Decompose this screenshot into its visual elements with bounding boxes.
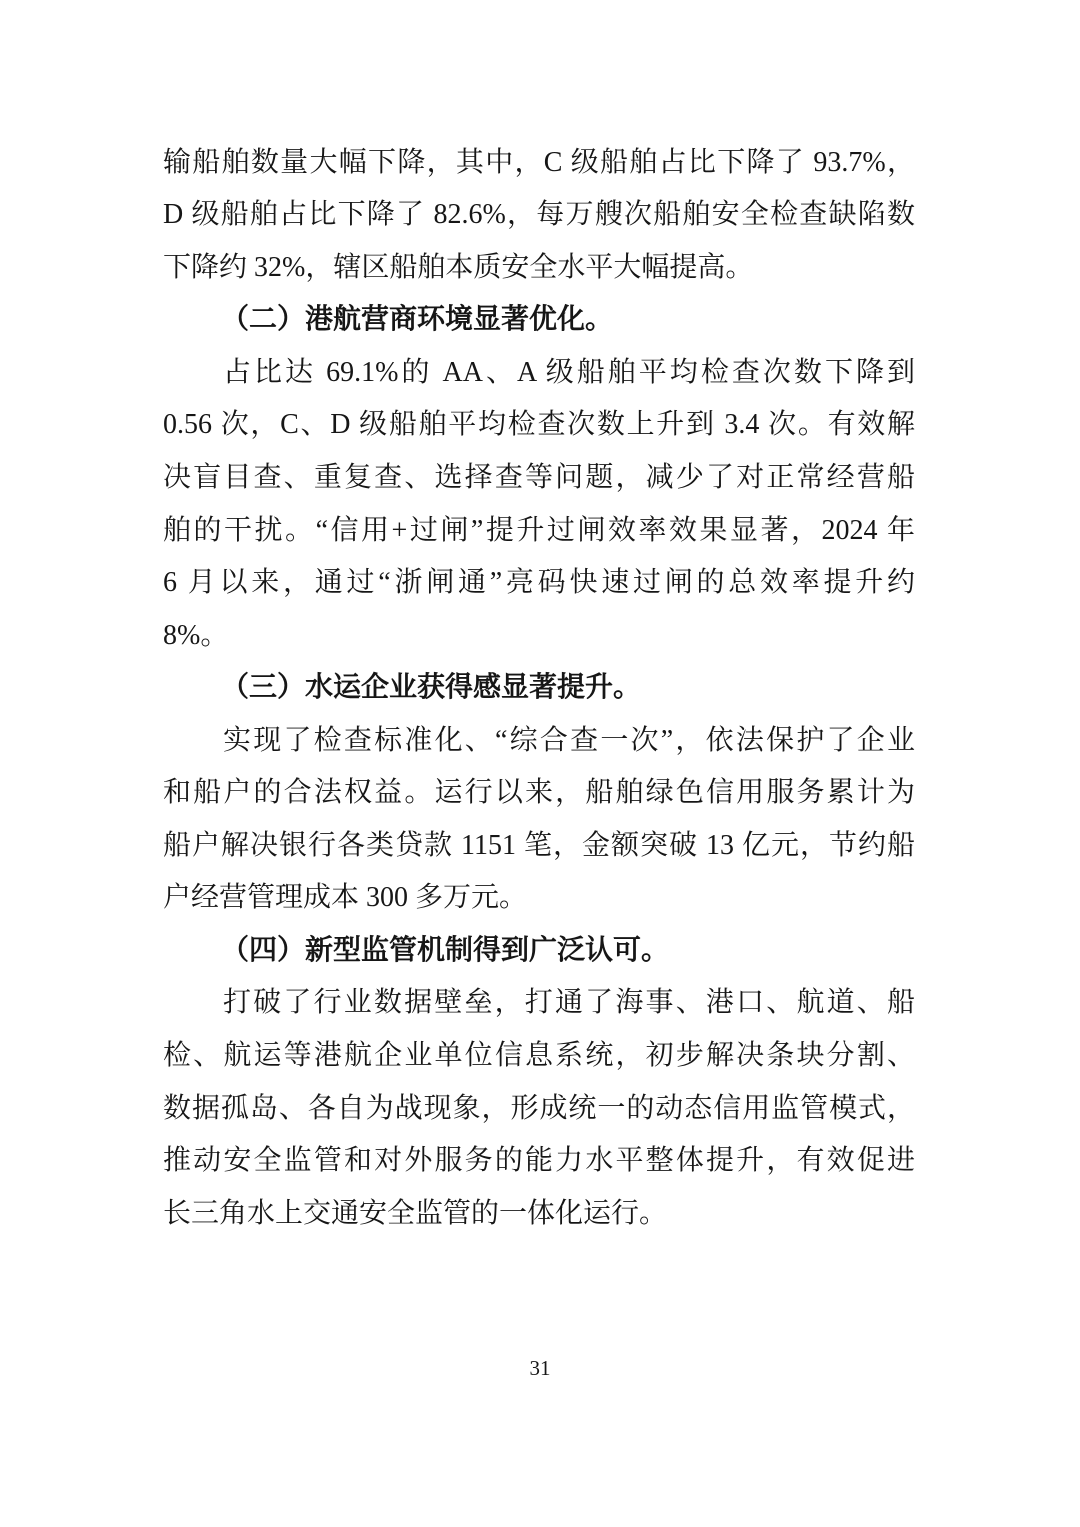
paragraph-line: 输船舶数量大幅下降，其中，C 级船舶占比下降了 93.7%， <box>163 146 915 178</box>
paragraph-line: 户经营管理成本 300 多万元。 <box>163 882 528 914</box>
paragraph-1 <box>163 137 915 295</box>
paragraph-line: 8%。 <box>163 619 229 651</box>
paragraph-line: 下降约 32%，辖区船舶本质安全水平大幅提高。 <box>163 251 754 283</box>
section-heading-4: （四）新型监管机制得到广泛认可。 <box>221 934 670 966</box>
paragraph-line: 数据孤岛、各自为战现象，形成统一的动态信用监管模式， <box>163 1092 915 1124</box>
paragraph-line: 船户解决银行各类贷款 1151 笔，金额突破 13 亿元，节约船 <box>163 829 915 861</box>
paragraph-line: D 级船舶占比下降了 82.6%，每万艘次船舶安全检查缺陷数 <box>163 199 915 231</box>
paragraph-line: 检、航运等港航企业单位信息系统，初步解决条块分割、 <box>163 1039 915 1071</box>
paragraph-4 <box>163 977 915 1240</box>
paragraph-line: 0.56 次，C、D 级船舶平均检查次数上升到 3.4 次。有效解 <box>163 409 915 441</box>
body-text <box>163 137 915 1240</box>
paragraph-line: 推动安全监管和对外服务的能力水平整体提升，有效促进 <box>163 1145 915 1177</box>
paragraph-line: 6 月以来，通过“浙闸通”亮码快速过闸的总效率提升约 <box>163 567 915 599</box>
section-heading-2: （二）港航营商环境显著优化。 <box>221 304 614 336</box>
page-number: 31 <box>529 1356 551 1380</box>
paragraph-line: 决盲目查、重复查、选择查等问题，减少了对正常经营船 <box>163 461 915 493</box>
paragraph-line: 和船户的合法权益。运行以来，船舶绿色信用服务累计为 <box>163 777 915 809</box>
paragraph-line: 实现了检查标准化、“综合查一次”，依法保护了企业 <box>223 724 915 756</box>
paragraph-line: 打破了行业数据壁垒，打通了海事、港口、航道、船 <box>223 987 915 1019</box>
paragraph-line: 舶的干扰。“信用+过闸”提升过闸效率效果显著，2024 年 <box>163 514 915 546</box>
section-heading-3: （三）水运企业获得感显著提升。 <box>221 672 642 704</box>
paragraph-line: 长三角水上交通安全监管的一体化运行。 <box>163 1197 668 1229</box>
paragraph-2 <box>163 347 915 662</box>
paragraph-line: 占比达 69.1%的 AA、A 级船舶平均检查次数下降到 <box>223 356 915 388</box>
paragraph-3 <box>163 715 915 925</box>
